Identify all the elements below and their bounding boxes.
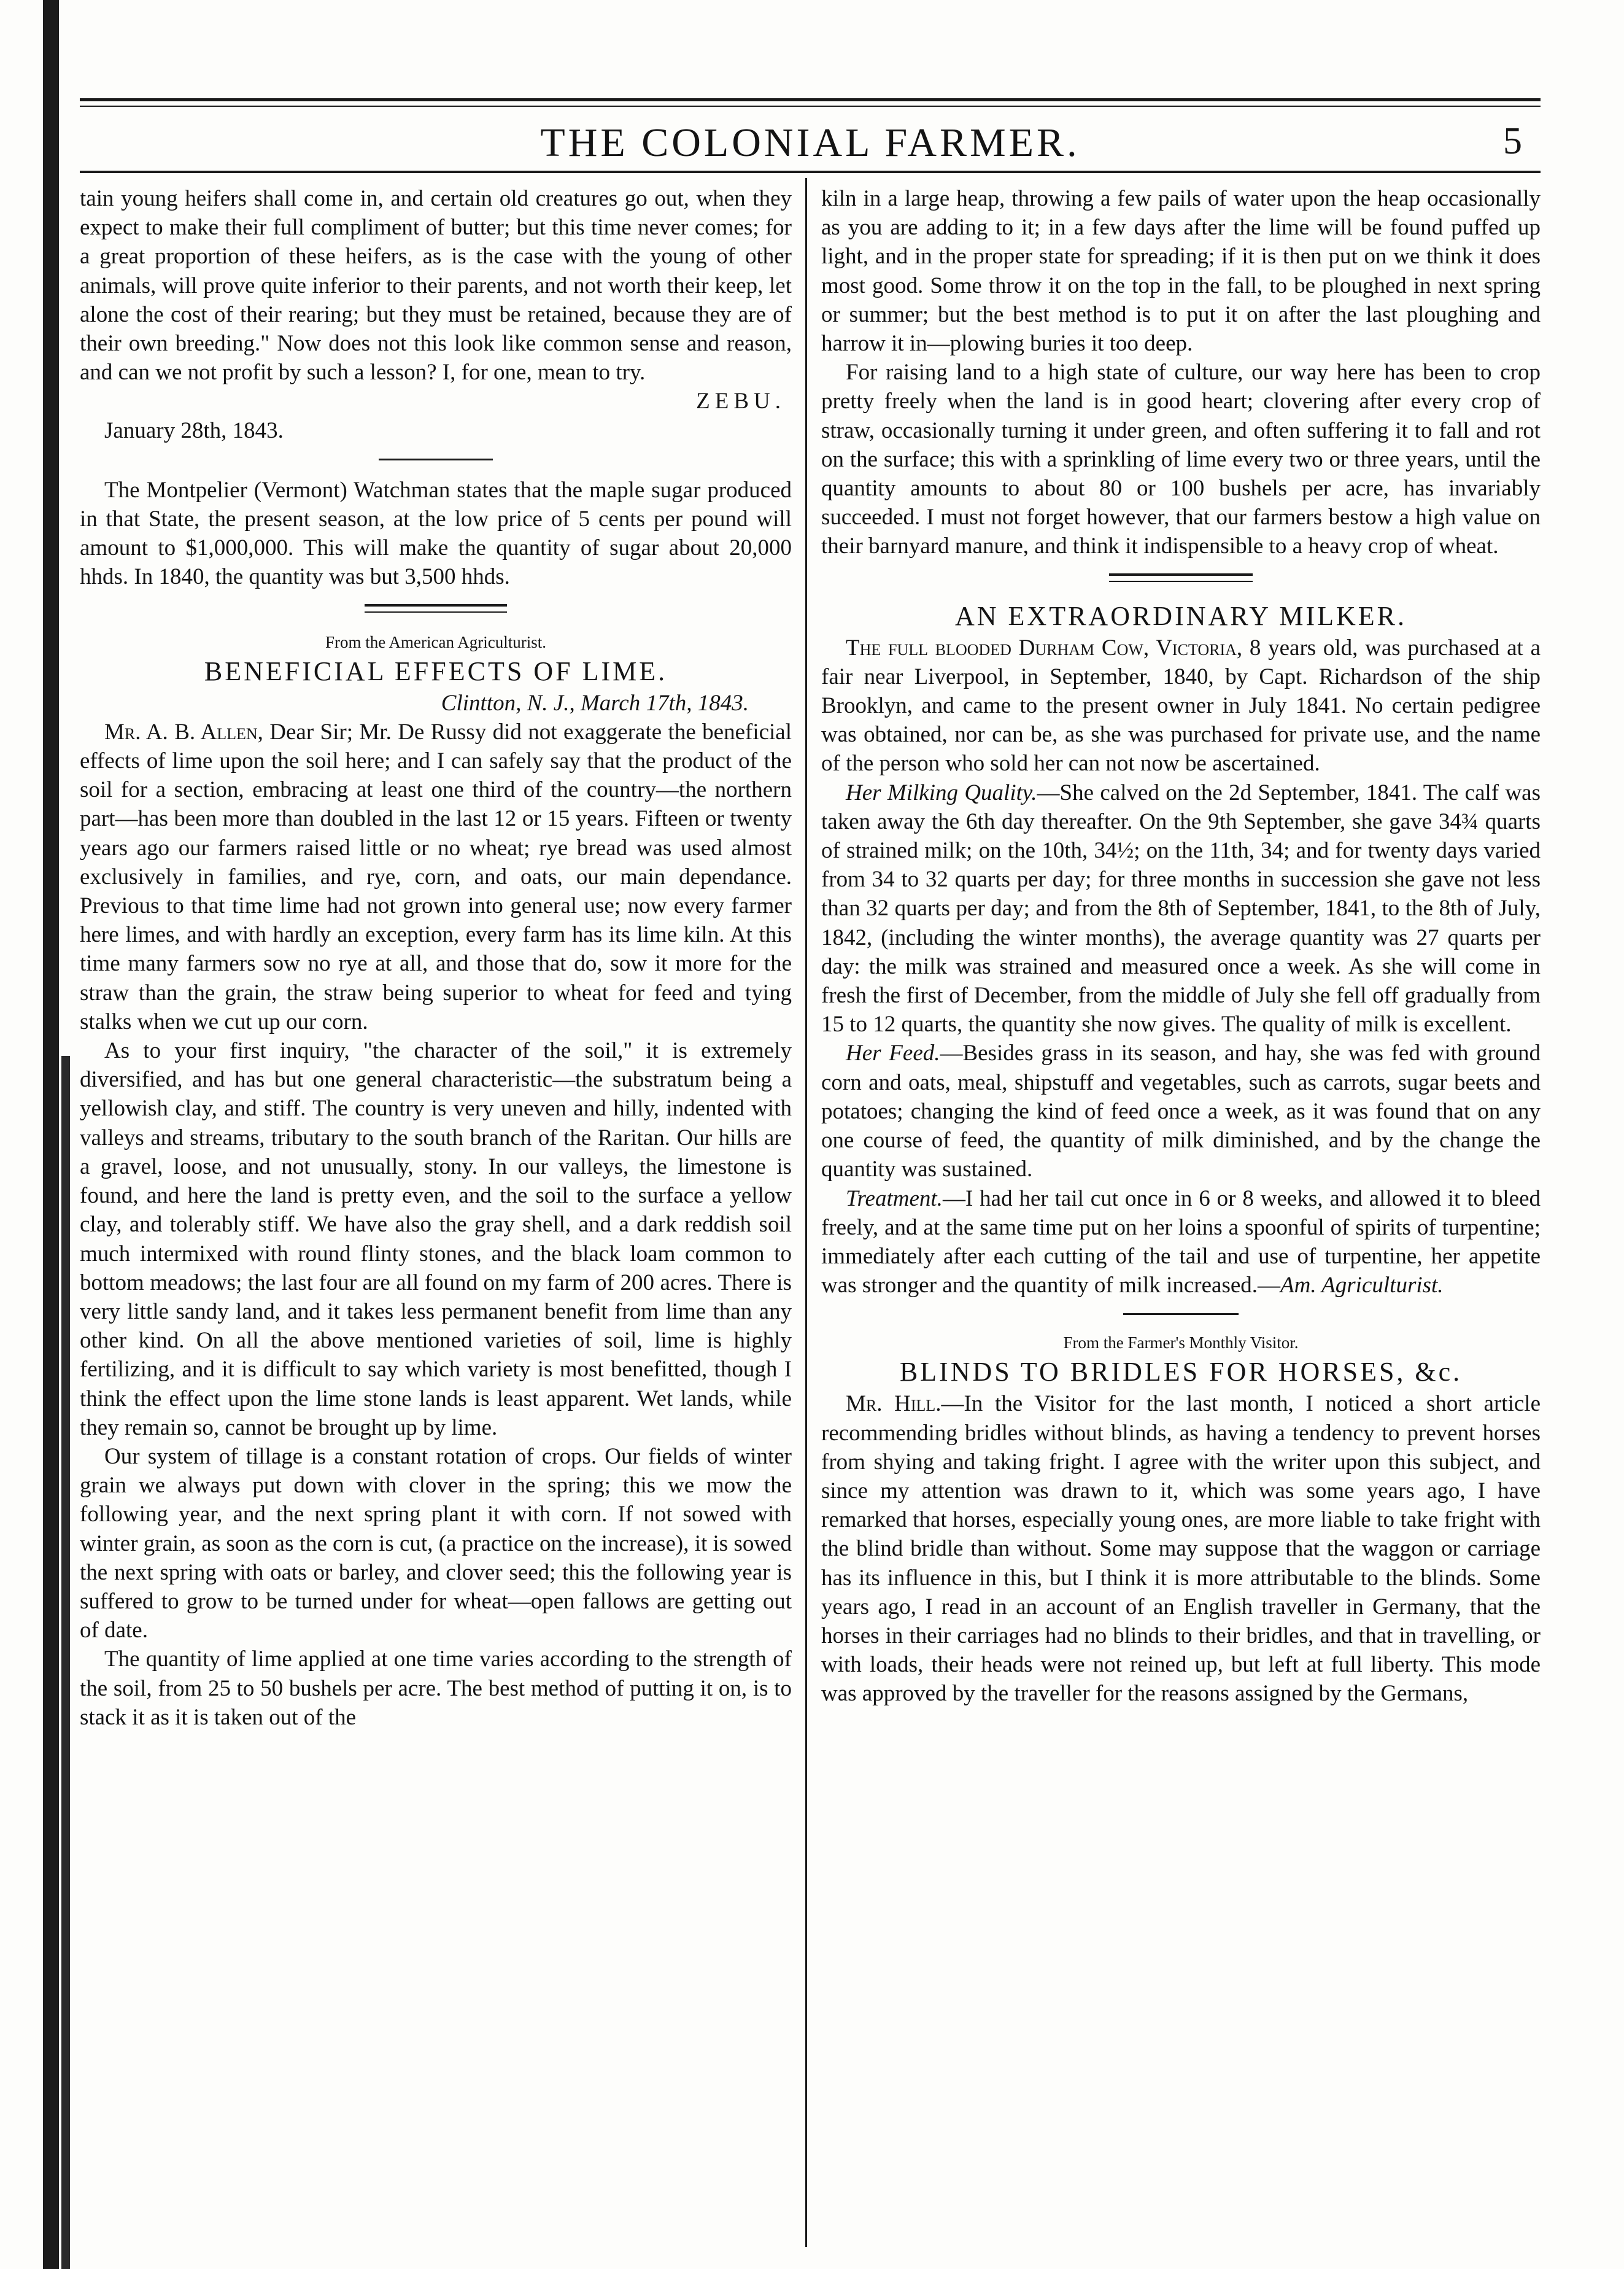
lead-in: The full blooded Durham Cow, Victoria,: [846, 635, 1243, 661]
credit: Am. Agriculturist.: [1280, 1273, 1444, 1298]
article-paragraph: The quantity of lime applied at one time varies according to the strength of the soil, from 25 to 50 bushels per acre. The best method of putting it on, is to stack it as it is taken out of the: [80, 1646, 792, 1730]
article-paragraph: For raising land to a high state of culture, our way here has been to crop pretty freely when the land is in good heart; clovering after every crop of straw, occasionally turning it under green, and often suffering it to fall and rot on the surface; this with a sprinkling of lime every two or three years, until the quantity amounts to about 80 or 100 bushels per acre, has invariably succeeded. I must not forget however, that our farmers bestow a high value on their barnyard manure, and think it indispensible to a heavy crop of wheat.: [821, 360, 1541, 559]
top-rule-thin: [80, 106, 1541, 107]
article-heading: AN EXTRAORDINARY MILKER.: [954, 600, 1407, 631]
zebu-letter-continuation: tain young heifers shall come in, and certain old creatures go out, when they expect to make their full compliment of butter; but this time never comes; for a great proportion of these heifers, as is the case with the young of other animals, will prove quite inferior to their parents, and not worth their keep, let alone the cost of their rearing; but they must be retained, because they are of their own breeding." Now does not this look like common sense and reason, and can we not profit by such a lesson? I, for one, mean to try.: [80, 186, 792, 386]
masthead: [80, 114, 1541, 163]
article-paragraph: Mr. Hill.—In the Visitor for the last month, I noticed a short article recommending bridles without blinds, as having a tendency to prevent horses from shying and taking fright. I agree with the writer upon this subject, and since my attention was drawn to it, which was some years ago, I have remarked that horses, especially young ones, are more liable to take fright with the blind bridle than without. Some may suppose that the waggon or carriage has its influence in this, but I think it is more attributable to the blinds. Some years ago, I read in an account of an English traveller in Germany, that the horses in their carriages had no blinds to their bridles, and that in travelling, or with loads, their heads were not reined up, but left at full liberty. This mode was approved by the traveller for the reasons assigned by the Germans,: [821, 1391, 1541, 1707]
article-heading: BLINDS TO BRIDLES FOR HORSES, &c.: [899, 1357, 1463, 1387]
article-paragraph: Mr. A. B. Allen, Dear Sir; Mr. De Russy did not exaggerate the beneficial effects of lime upon the soil here; and I can safely say that the product of the soil for a section, embracing at least one third of the country—the northern part—has been more than doubled in the last 12 or 15 years. Fifteen or twenty years ago our farmers raised little or no wheat; rye bread was used almost exclusively in families, and rye, corn, and oats, our main dependance. Previous to that time lime had not grown into general use; now every farmer here limes, and with hardly an exception, every farm has its lime kiln. At this time many farmers sow no rye at all, and those that do, sow it more for the straw than the grain, the straw being superior to wheat for feed and tying stalks when we cut up our corn.: [80, 719, 792, 1034]
double-separator: [80, 592, 792, 630]
article-paragraph: Her Feed.—Besides grass in its season, and hay, she was fed with ground corn and oats, meal, shipstuff and vegetables, such as carrots, sugar beets and potatoes; changing the kind of feed once a week, as it was found that on any one course of feed, the quantity of milk diminished, and by the change the quantity was sustained.: [821, 1041, 1541, 1182]
article-paragraph: As to your first inquiry, "the character of the soil," it is extremely diversified, and has but one general characteristic—the substratum being a yellowish clay, and stiff. The country is very uneven and hilly, indented with valleys and streams, tributary to the south branch of the Raritan. Our hills are a gravel, loose, and not unusually, stony. In our valleys, the limestone is found, and here the land is pretty even, and the soil to the surface a yellow clay, and tolerably stiff. We have also the gray shell, and a dark reddish soil much intermixed with round flinty stones, and the black loam common to bottom meadows; the last four are all found on my farm of 200 acres. There is very little sandy land, and it takes less permanent benefit from lime than any other kind. On all the above mentioned varieties of soil, lime is highly fertilizing, and it is difficult to say which variety is most benefitted, though I think the effect upon the lime stone lands is least apparent. Wet lands, while they remain so, cannot be brought up by lime.: [80, 1038, 792, 1440]
salutation: Mr. A. B. Allen,: [104, 719, 263, 745]
separator: [80, 445, 792, 476]
article-paragraph: Our system of tillage is a constant rotation of crops. Our fields of winter grain we always put down with clover in the spring; this we mow the following year, and the next spring plant it with corn. If not sowed with winter grain, as soon as the corn is cut, (a practice on the increase), it is sowed the next spring with oats or barley, and clover seed; this the following year is suffered to grow to be turned under for wheat—open fallows are getting out of date.: [80, 1443, 792, 1643]
article-source: From the Farmer's Monthly Visitor.: [1063, 1333, 1299, 1352]
binding-edge: [43, 0, 59, 2269]
left-column: [80, 184, 792, 2247]
page-number: 5: [1503, 120, 1522, 162]
article-dateline: Clintton, N. J., March 17th, 1843.: [441, 690, 749, 716]
article-source: From the American Agriculturist.: [325, 632, 546, 651]
letter-date: January 28th, 1843.: [104, 417, 284, 443]
subhead: Her Milking Quality.: [846, 780, 1037, 805]
column-divider: [805, 178, 807, 2247]
right-column: [821, 184, 1541, 2247]
masthead-rule: [80, 171, 1541, 173]
article-paragraph: Treatment.—I had her tail cut once in 6 or 8 weeks, and allowed it to bleed freely, and at the same time put on her loins a spoonful of spirits of turpentine; immediately after each cutting of the tail and use of turpentine, her appetite was stronger and the quantity of milk increased.—Am. Agriculturist.: [821, 1185, 1541, 1298]
binding-shadow: [61, 1056, 70, 2269]
lead-in: Mr. Hill.: [846, 1391, 942, 1417]
top-rule: [80, 98, 1541, 101]
signature: ZEBU.: [696, 389, 786, 414]
page-title: THE COLONIAL FARMER.: [540, 120, 1080, 165]
subhead: Treatment.: [846, 1185, 943, 1211]
article-paragraph: Her Milking Quality.—She calved on the 2d September, 1841. The calf was taken away the 6th day thereafter. On the 9th September, she gave 34¾ quarts of strained milk; on the 10th, 34½; on the 11th, 34; and for twenty days varied from 34 to 32 quarts per day; for three months in succession she gave not less than 32 quarts per day; and from the 8th of September, 1841, to the 8th of July, 1842, (including the winter months), the average quantity was 27 quarts per day: the milk was strained and measured once a week. As she will come in fresh the first of December, from the middle of July she fell off gradually from 15 to 12 quarts, the quantity she now gives. The quality of milk is excellent.: [821, 780, 1541, 1038]
separator: [821, 1300, 1541, 1330]
article-heading: BENEFICIAL EFFECTS OF LIME.: [204, 656, 668, 686]
maple-sugar-item: The Montpelier (Vermont) Watchman states that the maple sugar produced in that State, the present season, at the low price of 5 cents per pound will amount to $1,000,000. This will make the quantity of sugar about 20,000 hhds. In 1840, the quantity was but 3,500 hhds.: [80, 477, 792, 590]
article-continuation: kiln in a large heap, throwing a few pails of water upon the heap occasionally as you are adding to it; in a few days after the lime will be found puffed up light, and in the proper state for spreading; if it is then put on we think it does most good. Some throw it on the top in the fall, to be ploughed in next spring or summer; but the best method is to put it on after the last ploughing and harrow it in—plowing buries it too deep.: [821, 186, 1541, 357]
subhead: Her Feed.: [846, 1041, 940, 1066]
double-separator: [821, 561, 1541, 599]
article-paragraph: The full blooded Durham Cow, Victoria, 8 years old, was purchased at a fair near Liverpool, in September, 1840, by Capt. Richardson of the ship Brooklyn, and came to the present owner in July 1841. No certain pedigree was obtained, nor can be, as she was purchased for private use, and the name of the person who sold her can not now be ascertained.: [821, 635, 1541, 777]
